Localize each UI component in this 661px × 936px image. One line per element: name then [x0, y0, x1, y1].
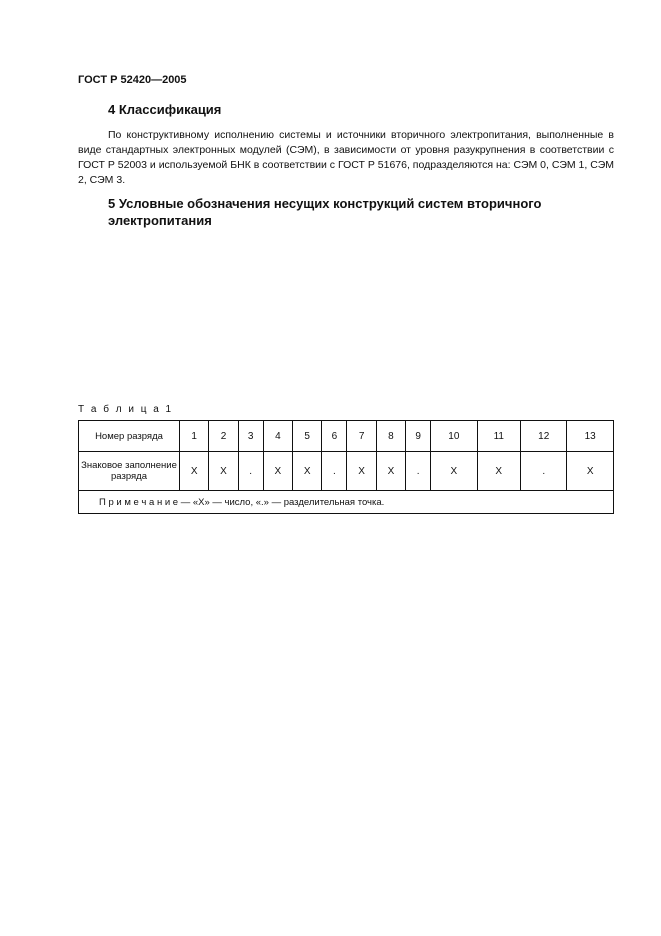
- cell: 6: [322, 421, 347, 452]
- cell: 5: [293, 421, 322, 452]
- cell: 3: [238, 421, 263, 452]
- cell: X: [376, 452, 405, 491]
- table-1: [78, 420, 614, 514]
- cell: 2: [209, 421, 238, 452]
- cell: 10: [431, 421, 477, 452]
- cell: 12: [521, 421, 567, 452]
- cell: .: [521, 452, 567, 491]
- section-4-text: По конструктивному исполнению системы и источники вторичного электропитания, выполненные в виде стандартных электронных модулей (СЭМ), в зависимости от уровня разукрупнения в соответствии с ГОСТ Р 52003 и используемой БНК в соответствии с ГОСТ Р 51676, подразделяются на: СЭМ 0, СЭМ 1, СЭМ 2, СЭМ 3.: [78, 129, 614, 186]
- cell: X: [209, 452, 238, 491]
- section-4-heading: 4 Классификация: [108, 102, 222, 117]
- row-label: Номер разряда: [79, 421, 180, 452]
- section-5-heading: 5 Условные обозначения несущих конструкций систем вторичного электропитания: [108, 196, 542, 228]
- cell: .: [238, 452, 263, 491]
- cell: X: [477, 452, 521, 491]
- page-header: ГОСТ Р 52420—2005: [78, 74, 187, 86]
- cell: .: [322, 452, 347, 491]
- row-label: Знаковое заполнение разряда: [79, 452, 180, 491]
- cell: X: [293, 452, 322, 491]
- cell: 9: [406, 421, 431, 452]
- cell: .: [406, 452, 431, 491]
- cell: X: [431, 452, 477, 491]
- cell: 7: [347, 421, 376, 452]
- cell: 4: [263, 421, 292, 452]
- cell: 11: [477, 421, 521, 452]
- cell: X: [180, 452, 209, 491]
- table-caption: Т а б л и ц а 1: [78, 404, 174, 415]
- cell: X: [263, 452, 292, 491]
- cell: 8: [376, 421, 405, 452]
- cell: X: [567, 452, 614, 491]
- table-note: П р и м е ч а н и е — «X» — число, «.» — разделительная точка.: [79, 491, 614, 514]
- cell: X: [347, 452, 376, 491]
- cell: 13: [567, 421, 614, 452]
- cell: 1: [180, 421, 209, 452]
